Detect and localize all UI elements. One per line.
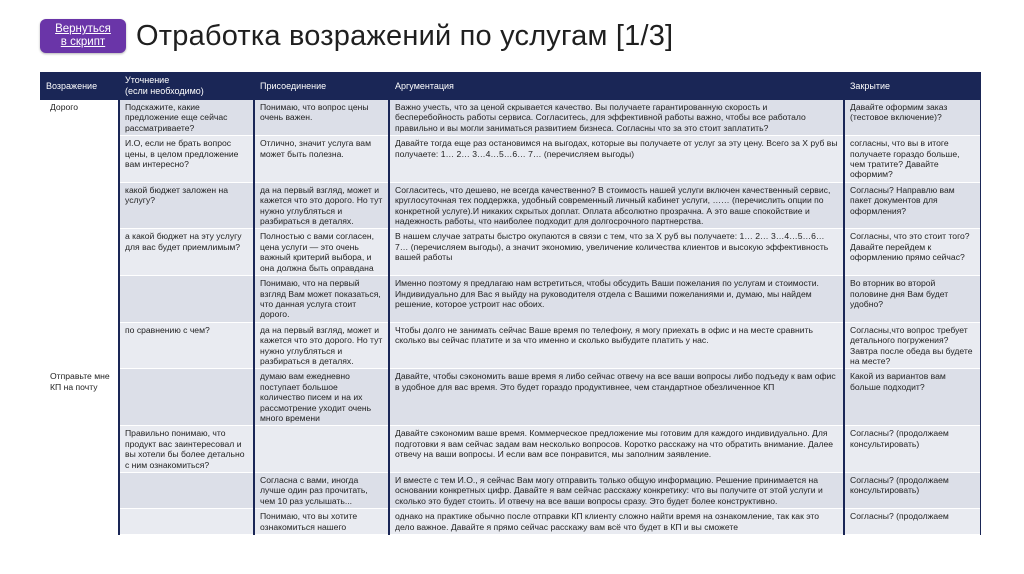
objection-cell: [40, 276, 119, 323]
joining-cell: да на первый взгляд, может и кажется что это дорого. Но тут нужно углубляться и разбираться в деталях.: [254, 322, 389, 369]
joining-cell: думаю вам ежедневно поступает большое количество писем и на их рассмотрение уходит очень много времени: [254, 369, 389, 426]
table-row: [40, 369, 981, 426]
closing-cell: Согласны? (продолжаем: [844, 509, 981, 535]
table-row: [40, 136, 981, 183]
clarification-cell: И.О, если не брать вопрос цены, в целом предложение вам интересно?: [119, 136, 254, 183]
objection-cell: [40, 182, 119, 229]
clarification-cell: [119, 276, 254, 323]
joining-cell: да на первый взгляд, может и кажется что это дорого. Но тут нужно углубляться и разбираться в деталях.: [254, 182, 389, 229]
clarification-cell: а какой бюджет на эту услугу для вас будет приемлимым?: [119, 229, 254, 276]
closing-cell: Какой из вариантов вам больше подходит?: [844, 369, 981, 426]
closing-cell: Согласны? (продолжаем консультировать): [844, 426, 981, 473]
objection-cell: [40, 473, 119, 509]
closing-cell: Согласны? (продолжаем консультировать): [844, 473, 981, 509]
joining-cell: Понимаю, что вопрос цены очень важен.: [254, 100, 389, 136]
joining-cell: Отлично, значит услуга вам может быть полезна.: [254, 136, 389, 183]
closing-cell: Во вторник во второй половине дня Вам будет удобно?: [844, 276, 981, 323]
closing-cell: согласны, что вы в итоге получаете гораздо больше, чем тратите? Давайте оформим?: [844, 136, 981, 183]
closing-cell: Согласны, что это стоит того?Давайте перейдем к оформлению прямо сейчас?: [844, 229, 981, 276]
clarification-cell: какой бюджет заложен на услугу?: [119, 182, 254, 229]
argumentation-cell: Важно учесть, что за ценой скрывается качество. Вы получаете гарантированную скорость и бесперебойность работы сервиса. Согласитесь, для эффективной работы важно, чтобы все работало правильно и вы могли заниматься развитием бизнеса. Согласны что за это стоит заплатить?: [389, 100, 844, 136]
table-row: [40, 229, 981, 276]
header-joining: Присоединение: [254, 72, 389, 100]
back-to-script-button[interactable]: [40, 19, 126, 53]
objection-cell: [40, 229, 119, 276]
header-clarification: Уточнение (если необходимо): [119, 72, 254, 100]
closing-cell: Давайте оформим заказ (тестовое включение)?: [844, 100, 981, 136]
table-row: [40, 426, 981, 473]
objection-cell: [40, 426, 119, 473]
clarification-cell: по сравнению с чем?: [119, 322, 254, 369]
table-row: [40, 509, 981, 535]
clarification-cell: [119, 369, 254, 426]
page-title: Отработка возражений по услугам [1/3]: [136, 20, 674, 52]
clarification-cell: Правильно понимаю, что продукт вас заинтересовал и вы хотели бы более детально с ним ознакомиться?: [119, 426, 254, 473]
joining-cell: Понимаю, что вы хотите ознакомиться нашего: [254, 509, 389, 535]
objections-table: [40, 72, 981, 535]
header-argumentation: Аргументация: [389, 72, 844, 100]
argumentation-cell: В нашем случае затраты быстро окупаются в связи с тем, что за Х руб вы получаете: 1… 2… 3…4…5…6… 7… (перечисляем выгоды), а значит экономию, увеличение количества клиентов и высокую эффективность вашей работы: [389, 229, 844, 276]
argumentation-cell: И вместе с тем И.О., я сейчас Вам могу отправить только общую информацию. Решение принимается на основании конкретных цифр. Давайте я вам сейчас расскажу конкретику: что вы получите от этой услуги и сколько это будет стоить. И отвечу на все ваши вопросы сразу. Это будет более конструктивно.: [389, 473, 844, 509]
clarification-cell: [119, 473, 254, 509]
objection-cell: Дорого: [40, 100, 119, 136]
objections-table-wrapper: [40, 72, 981, 574]
argumentation-cell: Согласитесь, что дешево, не всегда качественно? В стоимость нашей услуги включен качественный сервис, круглосуточная тех поддержка, удобный современный личный кабинет услуги, …… (перечислить опции по конкретной услуге).И никаких скрытых доплат. Оплата абсолютно прозрачна. А это ваше спокойствие и надежность работы, что наиболее подходит для долгосрочного партнерства.: [389, 182, 844, 229]
joining-cell: [254, 426, 389, 473]
argumentation-cell: Именно поэтому я предлагаю нам встретиться, чтобы обсудить Ваши пожелания по услугам и стоимости. Индивидуально для Вас я выйду на руководителя отдела с Вашими пожеланиями и, думаю, мы найдем решение, которое устроит нас обоих.: [389, 276, 844, 323]
clarification-cell: [119, 509, 254, 535]
table-row: [40, 322, 981, 369]
table-row: [40, 182, 981, 229]
header-closing: Закрытие: [844, 72, 981, 100]
argumentation-cell: Давайте тогда еще раз остановимся на выгодах, которые вы получаете от услуг за эту цену. Всего за Х руб вы получаете: 1… 2… 3…4…5…6… 7… (перечисляем выгоды): [389, 136, 844, 183]
closing-cell: Согласны,что вопрос требует детального погружения? Завтра после обеда вы будете на месте?: [844, 322, 981, 369]
objection-cell: Отправьте мне КП на почту: [40, 369, 119, 426]
argumentation-cell: однако на практике обычно после отправки КП клиенту сложно найти время на ознакомление, так как это дело важное. Давайте я прямо сейчас расскажу вам всё что будет в КП и вы сможете: [389, 509, 844, 535]
table-row: [40, 100, 981, 136]
table-header-row: [40, 72, 981, 100]
joining-cell: Понимаю, что на первый взгляд Вам может показаться, что данная услуга стоит дорого.: [254, 276, 389, 323]
table-row: [40, 276, 981, 323]
header-objection: Возражение: [40, 72, 119, 100]
argumentation-cell: Давайте, чтобы сэкономить ваше время я либо сейчас отвечу на все ваши вопросы либо подъеду к вам офис в удобное для вас время. Это будет гораздо продуктивнее, чем стандартное обезличенное КП: [389, 369, 844, 426]
argumentation-cell: Чтобы долго не занимать сейчас Ваше время по телефону, я могу приехать в офис и на месте сравнить сколько вы сейчас платите и за что именно и сколько выбудите платить у нас.: [389, 322, 844, 369]
closing-cell: Согласны? Направлю вам пакет документов для оформления?: [844, 182, 981, 229]
table-row: [40, 473, 981, 509]
back-button-line1: Вернуться: [55, 23, 111, 35]
joining-cell: Полностью с вами согласен, цена услуги — это очень важный критерий выбора, и она должна быть оправдана: [254, 229, 389, 276]
back-button-line2: в скрипт: [60, 36, 106, 48]
objection-cell: [40, 136, 119, 183]
objection-cell: [40, 509, 119, 535]
objection-cell: [40, 322, 119, 369]
joining-cell: Согласна с вами, иногда лучше один раз прочитать, чем 10 раз услышать...: [254, 473, 389, 509]
clarification-cell: Подскажите, какие предложение еще сейчас рассматриваете?: [119, 100, 254, 136]
argumentation-cell: Давайте сэкономим ваше время. Коммерческое предложение мы готовим для каждого индивидуально. Для подготовки я вам сейчас задам вам несколько вопросов. Коротко расскажу на что обратить внимание. Далее отвечу на ваши вопросы. И если вам все понравится, мы заполним заявление.: [389, 426, 844, 473]
